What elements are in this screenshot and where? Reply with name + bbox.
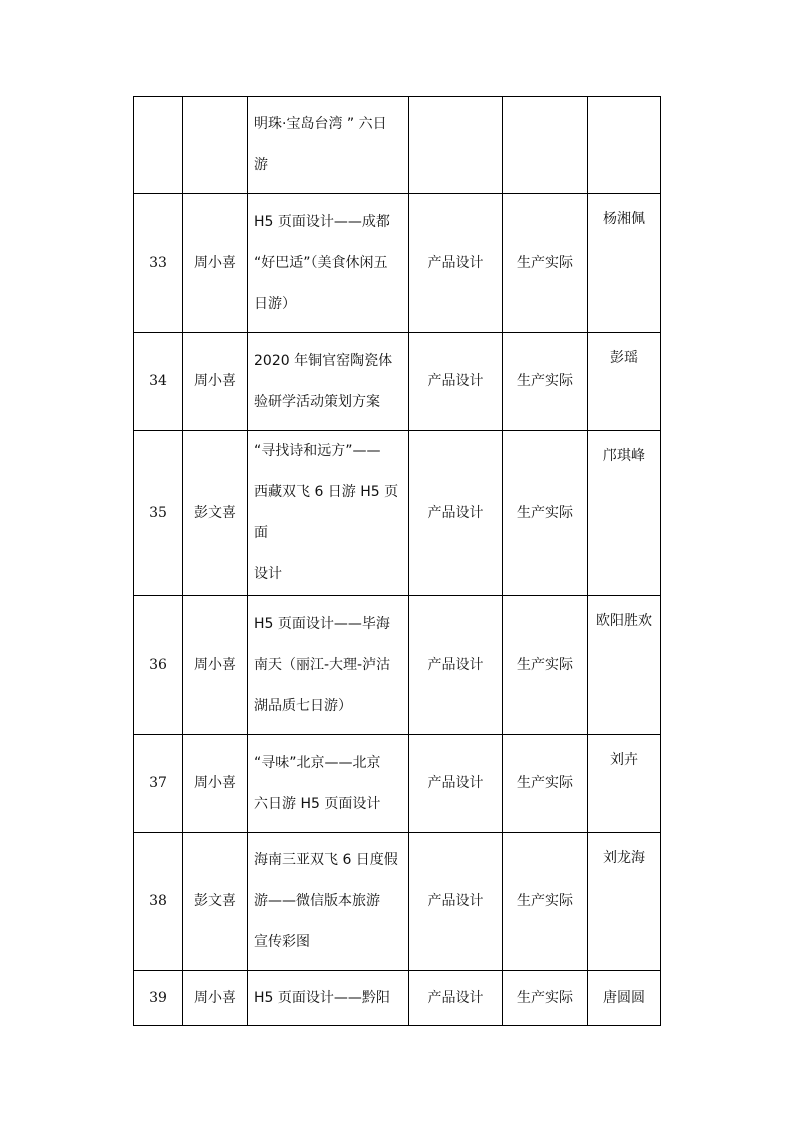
title-line: “寻味”北京——北京 (254, 754, 381, 771)
teacher-cell: 周小喜 (183, 735, 248, 833)
student-cell: 欧阳胜欢 (588, 596, 661, 735)
title-line: 验研学活动策划方案 (254, 393, 380, 410)
title-line: 湖品质七日游） (254, 697, 352, 714)
student-cell (588, 97, 661, 194)
table-row (134, 833, 661, 971)
category-cell: 产品设计 (409, 431, 503, 596)
project-title-cell (248, 833, 409, 971)
project-title-cell (248, 431, 409, 596)
project-title-cell (248, 596, 409, 735)
type-cell (503, 97, 588, 194)
student-cell: 邝琪峰 (588, 431, 661, 596)
row-number: 38 (134, 833, 183, 971)
student-cell: 刘龙海 (588, 833, 661, 971)
table-row (134, 194, 661, 333)
title-line: H5 页面设计——黔阳 (254, 989, 390, 1006)
student-cell: 刘卉 (588, 735, 661, 833)
title-line: “好巴适”（美食休闲五 (254, 254, 388, 271)
title-line: 2020 年铜官窑陶瓷体 (254, 352, 393, 369)
row-number: 36 (134, 596, 183, 735)
row-number: 33 (134, 194, 183, 333)
teacher-cell: 周小喜 (183, 971, 248, 1026)
type-cell: 生产实际 (503, 735, 588, 833)
type-cell: 生产实际 (503, 431, 588, 596)
title-line: “寻找诗和远方”—— (254, 443, 381, 459)
title-line: H5 页面设计——成都 (254, 213, 390, 230)
table-row (134, 735, 661, 833)
teacher-cell: 彭文喜 (183, 431, 248, 596)
category-cell (409, 97, 503, 194)
type-cell: 生产实际 (503, 596, 588, 735)
row-number: 39 (134, 971, 183, 1026)
project-title-cell (248, 97, 409, 194)
row-number (134, 97, 183, 194)
row-number: 35 (134, 431, 183, 596)
student-cell: 唐圆圆 (588, 971, 661, 1026)
category-cell: 产品设计 (409, 194, 503, 333)
project-title-cell (248, 735, 409, 833)
title-line: 海南三亚双飞 6 日度假 (254, 852, 398, 868)
title-line: H5 页面设计——毕海 (254, 615, 390, 632)
project-title-cell (248, 194, 409, 333)
student-cell: 彭瑶 (588, 333, 661, 431)
title-line: 南天（丽江-大理-泸沽 (254, 656, 391, 673)
title-line: 设计 (254, 566, 282, 582)
title-line: 日游） (254, 295, 296, 312)
category-cell: 产品设计 (409, 833, 503, 971)
teacher-cell: 彭文喜 (183, 833, 248, 971)
table-row (134, 431, 661, 596)
category-cell: 产品设计 (409, 735, 503, 833)
project-title-cell (248, 333, 409, 431)
title-line: 西藏双飞 6 日游 H5 页面 (254, 484, 399, 541)
teacher-cell (183, 97, 248, 194)
title-line: 明珠·宝岛台湾 ” 六日 (254, 116, 387, 132)
type-cell: 生产实际 (503, 833, 588, 971)
title-line: 六日游 H5 页面设计 (254, 795, 381, 812)
category-cell: 产品设计 (409, 596, 503, 735)
type-cell: 生产实际 (503, 333, 588, 431)
teacher-cell: 周小喜 (183, 596, 248, 735)
row-number: 34 (134, 333, 183, 431)
title-line: 宣传彩图 (254, 934, 310, 950)
table-row (134, 596, 661, 735)
category-cell: 产品设计 (409, 971, 503, 1026)
title-line: 游 (254, 157, 268, 173)
project-title-cell (248, 971, 409, 1026)
student-cell: 杨湘佩 (588, 194, 661, 333)
table-row (134, 97, 661, 194)
type-cell: 生产实际 (503, 194, 588, 333)
title-line: 游——微信版本旅游 (254, 893, 380, 909)
table-row (134, 333, 661, 431)
teacher-cell: 周小喜 (183, 194, 248, 333)
project-table (133, 96, 661, 1026)
row-number: 37 (134, 735, 183, 833)
table-row (134, 971, 661, 1026)
teacher-cell: 周小喜 (183, 333, 248, 431)
category-cell: 产品设计 (409, 333, 503, 431)
type-cell: 生产实际 (503, 971, 588, 1026)
